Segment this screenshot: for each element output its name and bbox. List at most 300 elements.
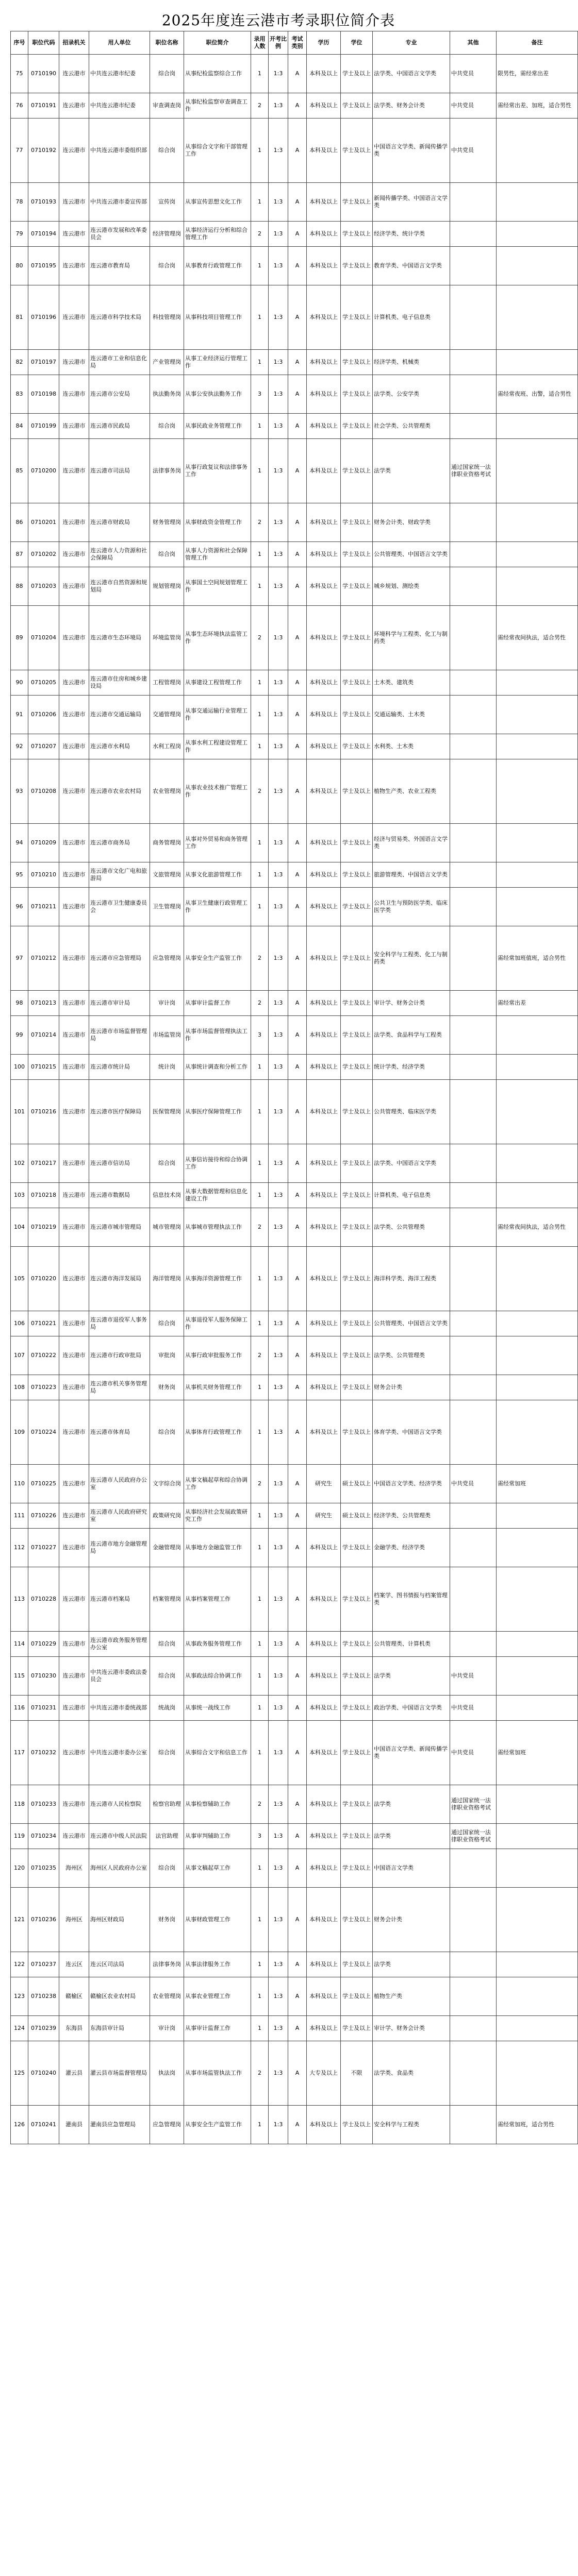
table-cell: 1:3 bbox=[269, 1465, 288, 1503]
table-cell: 本科及以上 bbox=[307, 183, 341, 222]
table-cell: 1 bbox=[251, 734, 269, 759]
table-cell bbox=[497, 862, 578, 888]
table-row bbox=[11, 1657, 578, 1696]
table-cell: 从事文化旅游管理工作 bbox=[184, 862, 251, 888]
table-cell: 连云港市 bbox=[59, 542, 89, 567]
table-cell: 95 bbox=[11, 862, 28, 888]
table-cell bbox=[450, 567, 497, 606]
table-cell: 123 bbox=[11, 1977, 28, 2016]
table-cell: 本科及以上 bbox=[307, 1824, 341, 1849]
table-cell: 3 bbox=[251, 1016, 269, 1055]
table-cell: 从事财政资金管理工作 bbox=[184, 503, 251, 542]
table-cell: 115 bbox=[11, 1657, 28, 1696]
table-cell bbox=[497, 759, 578, 824]
table-cell: A bbox=[288, 542, 307, 567]
table-cell: 法律事务岗 bbox=[150, 1952, 184, 1977]
table-cell: 1:3 bbox=[269, 1208, 288, 1247]
table-row bbox=[11, 285, 578, 350]
table-cell: 从事教育行政管理工作 bbox=[184, 247, 251, 285]
table-cell bbox=[497, 1529, 578, 1567]
table-cell: 从事海洋资源管理工作 bbox=[184, 1247, 251, 1311]
table-cell: 从事大数据管理和信息化建设工作 bbox=[184, 1183, 251, 1208]
table-cell: 99 bbox=[11, 1016, 28, 1055]
table-cell: 海州区财政局 bbox=[89, 1888, 150, 1952]
table-cell: 0710223 bbox=[28, 1375, 59, 1400]
table-cell: 卫生管理岗 bbox=[150, 888, 184, 926]
table-cell: 78 bbox=[11, 183, 28, 222]
table-cell: 1:3 bbox=[269, 375, 288, 414]
table-cell: 2 bbox=[251, 606, 269, 670]
table-cell: 连云港市 bbox=[59, 414, 89, 439]
table-cell: 综合岗 bbox=[150, 1144, 184, 1183]
table-row bbox=[11, 1824, 578, 1849]
table-cell: 0710200 bbox=[28, 439, 59, 503]
table-cell: 1:3 bbox=[269, 759, 288, 824]
table-cell: 1 bbox=[251, 1529, 269, 1567]
table-cell: 环境科学与工程类、化工与制药类 bbox=[373, 606, 450, 670]
table-cell: 1:3 bbox=[269, 1567, 288, 1632]
table-row bbox=[11, 1785, 578, 1824]
table-cell: A bbox=[288, 285, 307, 350]
table-cell: 1 bbox=[251, 1183, 269, 1208]
column-header: 录用人数 bbox=[251, 31, 269, 55]
table-cell: 本科及以上 bbox=[307, 1632, 341, 1657]
table-cell bbox=[497, 1055, 578, 1080]
table-cell: 学士及以上 bbox=[341, 1824, 373, 1849]
table-cell bbox=[497, 734, 578, 759]
column-header: 职位代码 bbox=[28, 31, 59, 55]
table-cell: 1:3 bbox=[269, 1632, 288, 1657]
table-cell: 从事医疗保障管理工作 bbox=[184, 1080, 251, 1144]
table-cell: 0710191 bbox=[28, 93, 59, 118]
table-cell: A bbox=[288, 1952, 307, 1977]
table-cell: 1 bbox=[251, 1375, 269, 1400]
table-cell: 信息技术岗 bbox=[150, 1183, 184, 1208]
table-cell bbox=[497, 2041, 578, 2106]
table-cell: 0710238 bbox=[28, 1977, 59, 2016]
table-cell bbox=[497, 1952, 578, 1977]
table-cell: 0710222 bbox=[28, 1336, 59, 1375]
table-cell: 1:3 bbox=[269, 2016, 288, 2041]
table-cell: 工程管理岗 bbox=[150, 670, 184, 696]
table-row bbox=[11, 118, 578, 183]
table-cell: 1:3 bbox=[269, 2041, 288, 2106]
table-cell: 连云港市 bbox=[59, 285, 89, 350]
table-cell: 本科及以上 bbox=[307, 375, 341, 414]
table-cell: 本科及以上 bbox=[307, 55, 341, 93]
table-cell: 1 bbox=[251, 2106, 269, 2144]
table-cell bbox=[497, 1247, 578, 1311]
table-cell bbox=[450, 1400, 497, 1465]
table-cell: 1 bbox=[251, 1400, 269, 1465]
table-cell: 107 bbox=[11, 1336, 28, 1375]
table-cell: A bbox=[288, 862, 307, 888]
table-cell: 旅游管理类、中国语言文学类 bbox=[373, 862, 450, 888]
table-cell: 中共党员 bbox=[450, 1696, 497, 1721]
table-cell: 1:3 bbox=[269, 1247, 288, 1311]
table-cell: 1:3 bbox=[269, 862, 288, 888]
page-title: 2025年度连云港市考录职位简介表 bbox=[161, 12, 395, 29]
table-cell bbox=[450, 183, 497, 222]
table-cell: A bbox=[288, 1016, 307, 1055]
table-cell: 中共连云港市委组织部 bbox=[89, 118, 150, 183]
table-cell: 120 bbox=[11, 1849, 28, 1888]
table-cell bbox=[450, 542, 497, 567]
table-cell: 1 bbox=[251, 888, 269, 926]
table-cell: 学士及以上 bbox=[341, 542, 373, 567]
table-cell: 1:3 bbox=[269, 439, 288, 503]
table-cell: 116 bbox=[11, 1696, 28, 1721]
table-cell: 121 bbox=[11, 1888, 28, 1952]
table-cell: 海洋科学类、海洋工程类 bbox=[373, 1247, 450, 1311]
table-cell bbox=[450, 1567, 497, 1632]
table-cell: 2 bbox=[251, 926, 269, 991]
table-cell: 2 bbox=[251, 991, 269, 1016]
table-cell: 0710239 bbox=[28, 2016, 59, 2041]
table-cell: 2 bbox=[251, 93, 269, 118]
table-cell: 100 bbox=[11, 1055, 28, 1080]
table-cell: 2 bbox=[251, 222, 269, 247]
table-cell: 本科及以上 bbox=[307, 285, 341, 350]
table-cell: 本科及以上 bbox=[307, 1183, 341, 1208]
table-cell: 0710232 bbox=[28, 1721, 59, 1785]
table-cell: 市场监管岗 bbox=[150, 1016, 184, 1055]
table-cell: A bbox=[288, 375, 307, 414]
table-cell: 1:3 bbox=[269, 991, 288, 1016]
table-cell: 本科及以上 bbox=[307, 1696, 341, 1721]
table-cell: 75 bbox=[11, 55, 28, 93]
table-cell: 1 bbox=[251, 1888, 269, 1952]
table-cell bbox=[450, 1080, 497, 1144]
table-cell: 灌云县市场监督管理局 bbox=[89, 2041, 150, 2106]
table-cell: 连云港市市场监督管理局 bbox=[89, 1016, 150, 1055]
table-cell: 90 bbox=[11, 670, 28, 696]
table-cell: 中共党员 bbox=[450, 118, 497, 183]
table-cell: 109 bbox=[11, 1400, 28, 1465]
table-cell bbox=[450, 1208, 497, 1247]
table-cell: 1 bbox=[251, 1952, 269, 1977]
table-cell: 1 bbox=[251, 1849, 269, 1888]
table-cell: 连云港市教育局 bbox=[89, 247, 150, 285]
table-cell: 农业管理岗 bbox=[150, 759, 184, 824]
table-cell: 学士及以上 bbox=[341, 93, 373, 118]
table-row bbox=[11, 670, 578, 696]
table-cell: 1 bbox=[251, 1247, 269, 1311]
table-cell: 连云港市 bbox=[59, 888, 89, 926]
table-cell: 97 bbox=[11, 926, 28, 991]
table-cell: 1 bbox=[251, 285, 269, 350]
table-cell: 文旅管理岗 bbox=[150, 862, 184, 888]
table-cell: 法学类 bbox=[373, 1657, 450, 1696]
table-cell bbox=[497, 1657, 578, 1696]
table-cell: 研究生 bbox=[307, 1465, 341, 1503]
table-cell bbox=[450, 285, 497, 350]
table-cell bbox=[497, 542, 578, 567]
table-cell: 1 bbox=[251, 183, 269, 222]
table-cell: 114 bbox=[11, 1632, 28, 1657]
table-cell: 1 bbox=[251, 542, 269, 567]
table-cell: 商务管理岗 bbox=[150, 824, 184, 862]
table-row bbox=[11, 991, 578, 1016]
table-cell bbox=[497, 1144, 578, 1183]
table-cell: 98 bbox=[11, 991, 28, 1016]
table-cell: 本科及以上 bbox=[307, 1144, 341, 1183]
table-cell: 122 bbox=[11, 1952, 28, 1977]
table-cell: 本科及以上 bbox=[307, 1785, 341, 1824]
table-cell: 中国语言文学类、新闻传播学类 bbox=[373, 1721, 450, 1785]
table-cell: A bbox=[288, 759, 307, 824]
table-cell: 连云港市 bbox=[59, 862, 89, 888]
table-row bbox=[11, 1465, 578, 1503]
table-cell: 法学类、公安学类 bbox=[373, 375, 450, 414]
table-cell: 水利类、土木类 bbox=[373, 734, 450, 759]
table-cell: 学士及以上 bbox=[341, 1529, 373, 1567]
table-cell bbox=[497, 1849, 578, 1888]
table-cell: 海州区 bbox=[59, 1849, 89, 1888]
table-cell: 1:3 bbox=[269, 55, 288, 93]
table-cell: 0710201 bbox=[28, 503, 59, 542]
table-cell: 植物生产类、农业工程类 bbox=[373, 759, 450, 824]
table-cell: 本科及以上 bbox=[307, 1208, 341, 1247]
table-row bbox=[11, 542, 578, 567]
table-cell: 经济管理岗 bbox=[150, 222, 184, 247]
table-cell: 综合岗 bbox=[150, 1849, 184, 1888]
table-cell: 93 bbox=[11, 759, 28, 824]
table-cell: 本科及以上 bbox=[307, 1977, 341, 2016]
table-cell: 连云港市 bbox=[59, 1016, 89, 1055]
table-cell: A bbox=[288, 1503, 307, 1529]
table-row bbox=[11, 1952, 578, 1977]
table-cell: A bbox=[288, 1696, 307, 1721]
table-cell: 1:3 bbox=[269, 1080, 288, 1144]
table-cell: 1 bbox=[251, 2016, 269, 2041]
table-cell: A bbox=[288, 1311, 307, 1336]
table-cell: 从事综合文字和干部管理工作 bbox=[184, 118, 251, 183]
table-cell bbox=[450, 734, 497, 759]
table-cell: 需经常加班 bbox=[497, 1721, 578, 1785]
table-cell: 硕士及以上 bbox=[341, 1465, 373, 1503]
table-cell bbox=[450, 1849, 497, 1888]
table-cell: 连云港市 bbox=[59, 1336, 89, 1375]
table-cell: 本科及以上 bbox=[307, 1336, 341, 1375]
table-cell: 连云港市 bbox=[59, 1503, 89, 1529]
table-cell: 1:3 bbox=[269, 118, 288, 183]
table-cell: 0710209 bbox=[28, 824, 59, 862]
table-cell: 1:3 bbox=[269, 183, 288, 222]
table-cell: 1 bbox=[251, 567, 269, 606]
table-cell: 文字综合岗 bbox=[150, 1465, 184, 1503]
column-header: 职位名称 bbox=[150, 31, 184, 55]
table-cell: 学士及以上 bbox=[341, 183, 373, 222]
table-cell: 连云港市政务服务管理办公室 bbox=[89, 1632, 150, 1657]
table-cell: 综合岗 bbox=[150, 1400, 184, 1465]
table-cell: 1:3 bbox=[269, 285, 288, 350]
column-header: 用人单位 bbox=[89, 31, 150, 55]
table-cell: 政治学类、中国语言文学类 bbox=[373, 1696, 450, 1721]
table-row bbox=[11, 1696, 578, 1721]
table-cell bbox=[450, 606, 497, 670]
table-cell: 公共管理类、中国语言文学类 bbox=[373, 1311, 450, 1336]
table-cell: 103 bbox=[11, 1183, 28, 1208]
table-cell: 学士及以上 bbox=[341, 888, 373, 926]
table-cell: 本科及以上 bbox=[307, 439, 341, 503]
table-cell: 审计学、财务会计类 bbox=[373, 991, 450, 1016]
table-cell: 学士及以上 bbox=[341, 414, 373, 439]
table-cell: 从事农业技术推广管理工作 bbox=[184, 759, 251, 824]
table-cell: 学士及以上 bbox=[341, 862, 373, 888]
table-cell: 本科及以上 bbox=[307, 991, 341, 1016]
table-cell: 3 bbox=[251, 1824, 269, 1849]
table-cell: 连云港市 bbox=[59, 1657, 89, 1696]
table-cell: 0710194 bbox=[28, 222, 59, 247]
table-cell: 1:3 bbox=[269, 1055, 288, 1080]
table-cell: 连云港市档案局 bbox=[89, 1567, 150, 1632]
column-header: 专业 bbox=[373, 31, 450, 55]
table-cell: 东海县 bbox=[59, 2016, 89, 2041]
table-cell: 本科及以上 bbox=[307, 1311, 341, 1336]
table-cell: 1:3 bbox=[269, 734, 288, 759]
table-cell: 0710197 bbox=[28, 350, 59, 375]
table-cell: 法学类、公共管理类 bbox=[373, 1336, 450, 1375]
table-cell: 法学类 bbox=[373, 1785, 450, 1824]
table-cell: 连云港市发展和改革委员会 bbox=[89, 222, 150, 247]
table-cell bbox=[497, 1183, 578, 1208]
table-cell: 金融学类、经济学类 bbox=[373, 1529, 450, 1567]
table-cell: 1 bbox=[251, 1657, 269, 1696]
table-cell: 1 bbox=[251, 1977, 269, 2016]
table-cell: 从事国土空间规划管理工作 bbox=[184, 567, 251, 606]
table-cell: 0710205 bbox=[28, 670, 59, 696]
table-row bbox=[11, 1977, 578, 2016]
table-cell: 审计学、财务会计类 bbox=[373, 2016, 450, 2041]
table-row bbox=[11, 606, 578, 670]
table-cell: 法学类、食品类 bbox=[373, 2041, 450, 2106]
table-cell: 连云港市机关事务管理局 bbox=[89, 1375, 150, 1400]
table-cell: 连云港市公安局 bbox=[89, 375, 150, 414]
table-cell: 连云港市 bbox=[59, 118, 89, 183]
table-cell: 1 bbox=[251, 1311, 269, 1336]
table-cell bbox=[497, 1785, 578, 1824]
table-row bbox=[11, 222, 578, 247]
table-cell bbox=[450, 670, 497, 696]
positions-table bbox=[10, 31, 578, 2144]
table-cell: 公共管理类、中国语言文学类 bbox=[373, 542, 450, 567]
table-cell bbox=[450, 1336, 497, 1375]
table-row bbox=[11, 414, 578, 439]
table-cell: 0710195 bbox=[28, 247, 59, 285]
table-cell: 经济学类、统计学类 bbox=[373, 222, 450, 247]
table-cell: 从事经济运行分析和综合管理工作 bbox=[184, 222, 251, 247]
table-cell: 法官助理 bbox=[150, 1824, 184, 1849]
table-cell: 从事纪检监察审查调查工作 bbox=[184, 93, 251, 118]
table-row bbox=[11, 93, 578, 118]
table-cell: 检察官助理 bbox=[150, 1785, 184, 1824]
table-cell: 本科及以上 bbox=[307, 2016, 341, 2041]
table-cell bbox=[497, 1375, 578, 1400]
table-cell: 125 bbox=[11, 2041, 28, 2106]
table-cell: 从事农业管理工作 bbox=[184, 1977, 251, 2016]
table-cell: 0710206 bbox=[28, 696, 59, 734]
table-cell bbox=[450, 2016, 497, 2041]
table-cell: 学士及以上 bbox=[341, 2106, 373, 2144]
table-cell: A bbox=[288, 1657, 307, 1696]
table-cell: 117 bbox=[11, 1721, 28, 1785]
table-cell: 85 bbox=[11, 439, 28, 503]
table-cell: 海洋管理岗 bbox=[150, 1247, 184, 1311]
table-cell: 医保管理岗 bbox=[150, 1080, 184, 1144]
column-header: 序号 bbox=[11, 31, 28, 55]
table-cell bbox=[497, 503, 578, 542]
table-cell: 本科及以上 bbox=[307, 1721, 341, 1785]
table-cell: A bbox=[288, 1977, 307, 2016]
table-cell bbox=[450, 1016, 497, 1055]
table-header-row bbox=[11, 31, 578, 55]
table-cell: 1:3 bbox=[269, 1503, 288, 1529]
table-cell: 从事综合文字和信息工作 bbox=[184, 1721, 251, 1785]
table-cell: A bbox=[288, 414, 307, 439]
table-cell: 1:3 bbox=[269, 824, 288, 862]
table-cell: 1 bbox=[251, 824, 269, 862]
table-cell: 从事审计监督工作 bbox=[184, 991, 251, 1016]
table-cell: 审批岗 bbox=[150, 1336, 184, 1375]
table-cell: A bbox=[288, 696, 307, 734]
table-cell: 连云港市 bbox=[59, 991, 89, 1016]
table-cell: 0710225 bbox=[28, 1465, 59, 1503]
table-cell: 0710196 bbox=[28, 285, 59, 350]
table-cell: 连云港市农业农村局 bbox=[89, 759, 150, 824]
table-cell: 0710193 bbox=[28, 183, 59, 222]
table-cell: 本科及以上 bbox=[307, 862, 341, 888]
table-cell: 0710215 bbox=[28, 1055, 59, 1080]
table-cell: 1:3 bbox=[269, 1785, 288, 1824]
table-cell: 学士及以上 bbox=[341, 222, 373, 247]
table-cell: 从事安全生产监管工作 bbox=[184, 926, 251, 991]
table-cell: 连云港市 bbox=[59, 1247, 89, 1311]
table-cell: 水利工程岗 bbox=[150, 734, 184, 759]
table-cell: 需经常夜班、出警，适合男性 bbox=[497, 375, 578, 414]
table-cell: 本科及以上 bbox=[307, 222, 341, 247]
table-cell: 从事行政复议和法律事务工作 bbox=[184, 439, 251, 503]
table-cell: 连云港市商务局 bbox=[89, 824, 150, 862]
table-cell: 2 bbox=[251, 759, 269, 824]
table-cell: 产业管理岗 bbox=[150, 350, 184, 375]
table-cell: 植物生产类 bbox=[373, 1977, 450, 2016]
table-cell: 连云港市统计局 bbox=[89, 1055, 150, 1080]
table-cell: A bbox=[288, 1721, 307, 1785]
table-cell: 政策研究岗 bbox=[150, 1503, 184, 1529]
table-row bbox=[11, 1849, 578, 1888]
table-cell: 连云港市地方金融管理局 bbox=[89, 1529, 150, 1567]
table-row bbox=[11, 1567, 578, 1632]
table-cell: 中共党员 bbox=[450, 1465, 497, 1503]
table-cell: 学士及以上 bbox=[341, 1977, 373, 2016]
table-cell: 从事行政审批服务工作 bbox=[184, 1336, 251, 1375]
table-cell: 连云港市 bbox=[59, 1144, 89, 1183]
table-cell: 本科及以上 bbox=[307, 414, 341, 439]
table-cell: 法学类、财务会计类 bbox=[373, 93, 450, 118]
table-cell: 1:3 bbox=[269, 414, 288, 439]
table-cell: 连云港市 bbox=[59, 1696, 89, 1721]
table-row bbox=[11, 375, 578, 414]
table-cell: 中共连云港市委宣传部 bbox=[89, 183, 150, 222]
table-cell: 1:3 bbox=[269, 1311, 288, 1336]
table-row bbox=[11, 55, 578, 93]
table-cell: A bbox=[288, 1567, 307, 1632]
table-cell: 硕士及以上 bbox=[341, 1503, 373, 1529]
table-cell: 本科及以上 bbox=[307, 1247, 341, 1311]
table-cell: 从事卫生健康行政管理工作 bbox=[184, 888, 251, 926]
table-cell: 本科及以上 bbox=[307, 1400, 341, 1465]
